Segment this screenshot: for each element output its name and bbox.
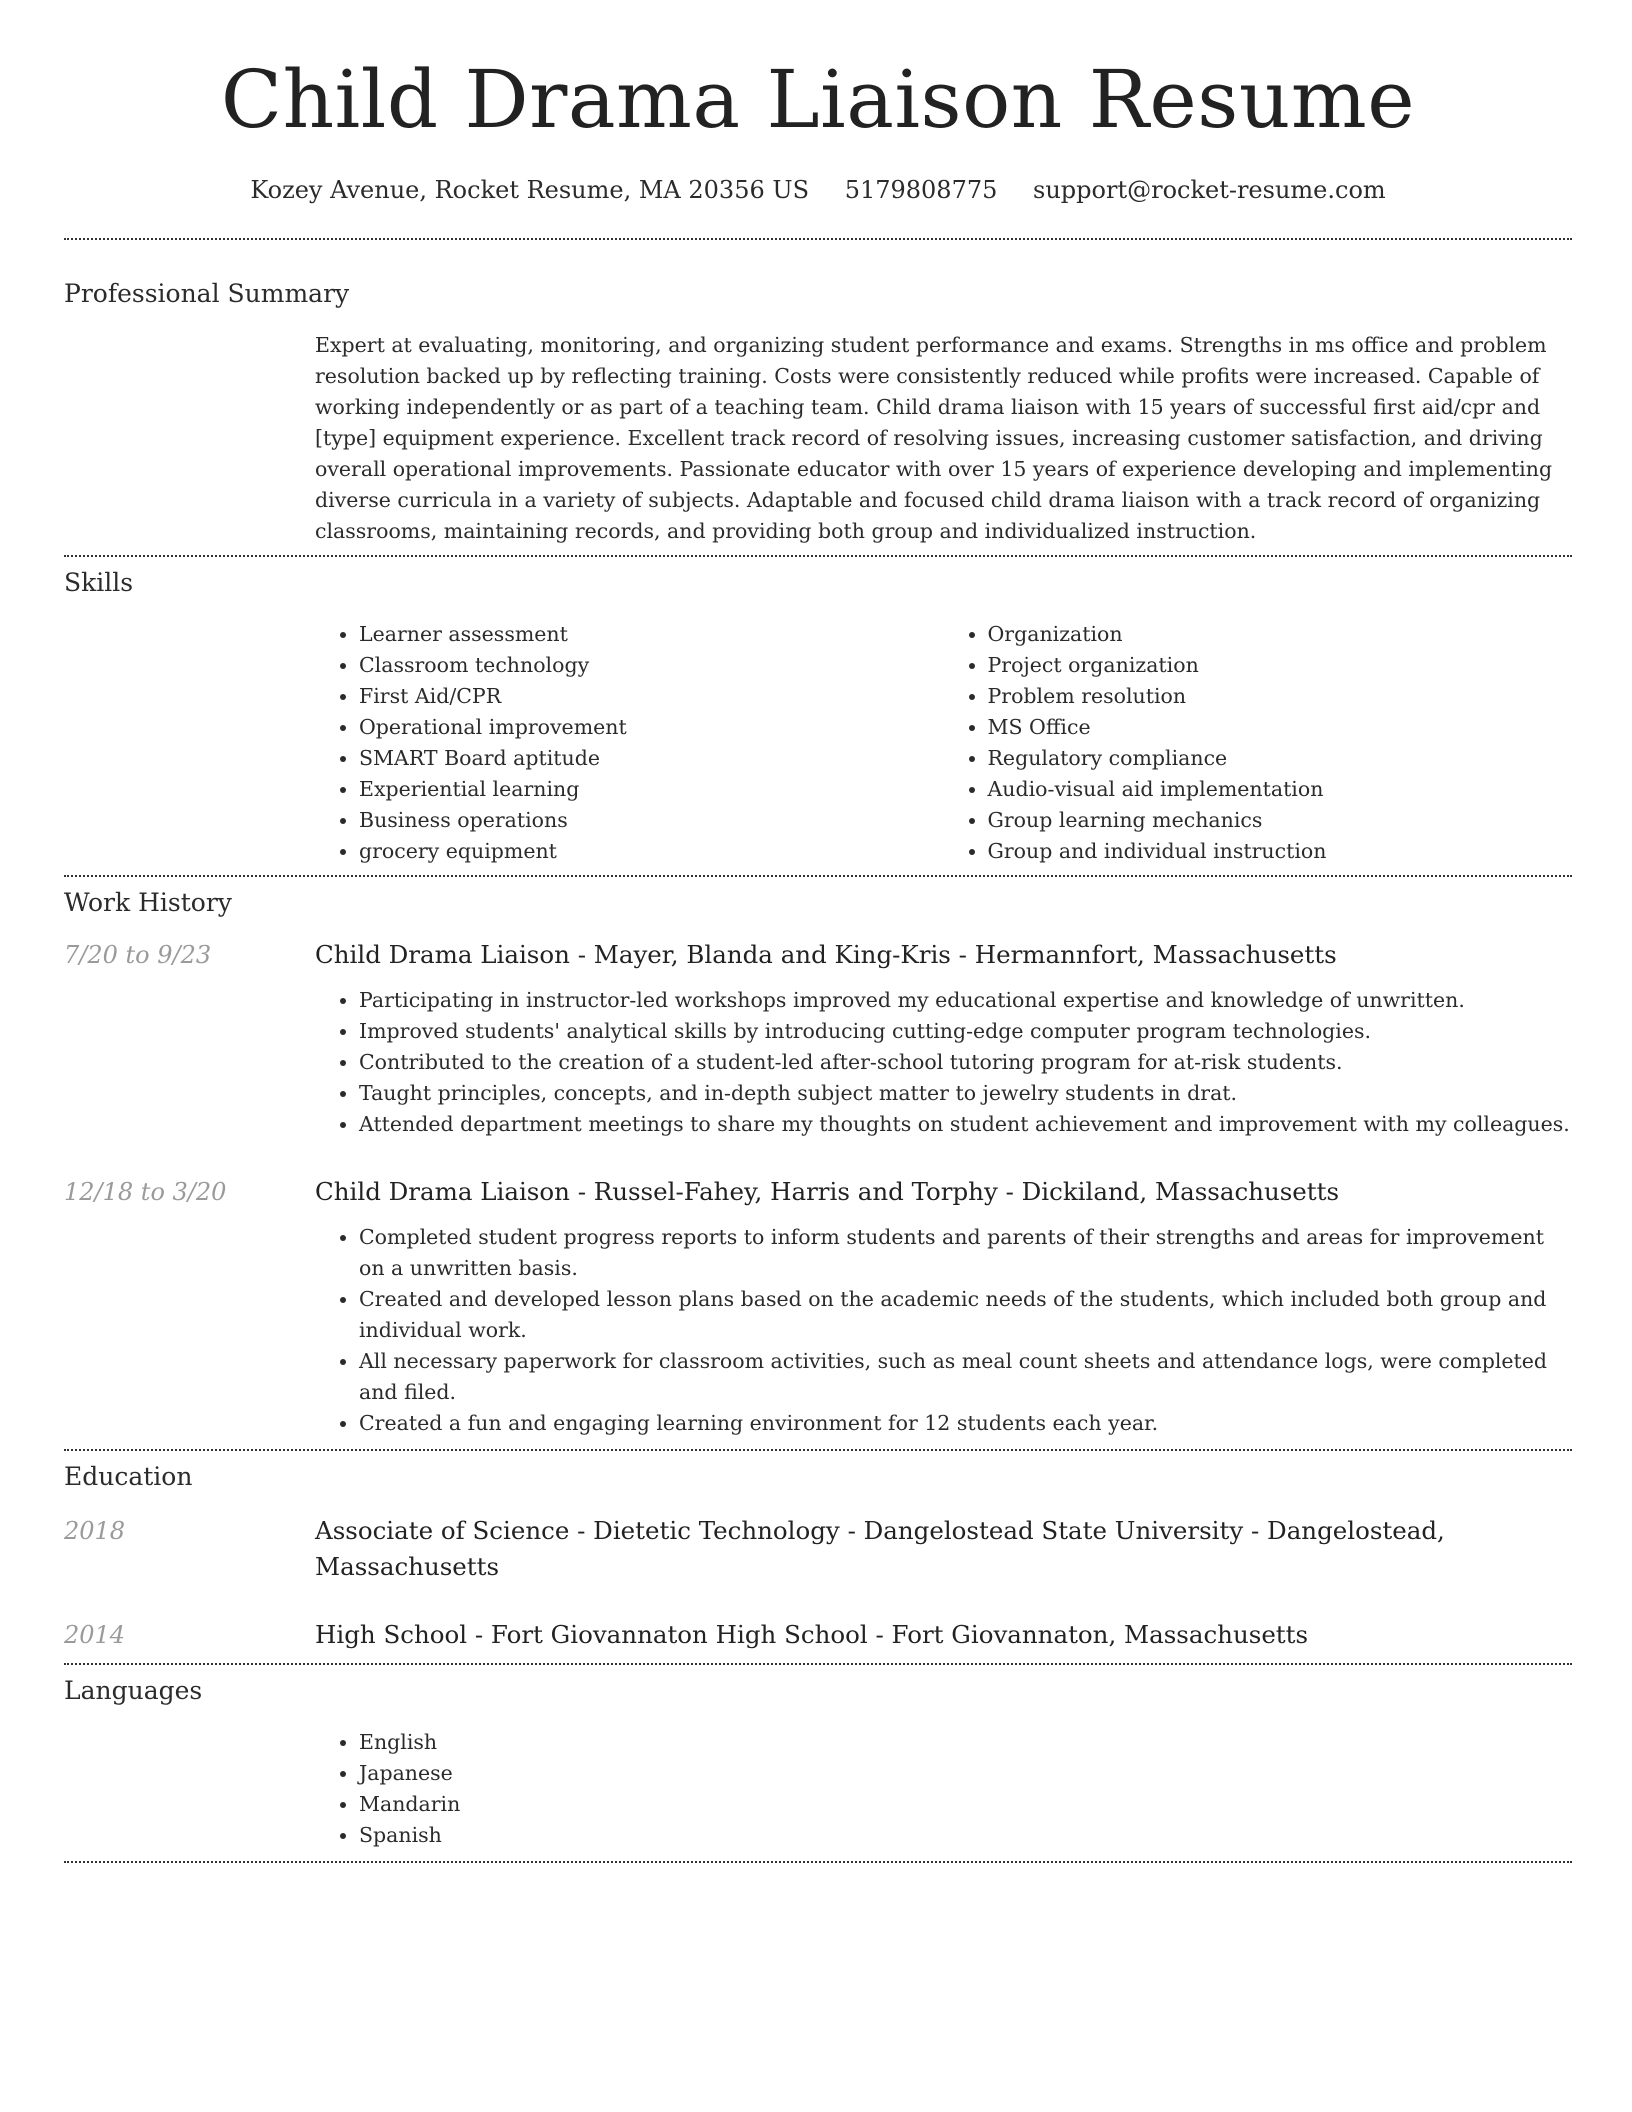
skill-item: • grocery equipment	[359, 836, 944, 867]
skill-item: • Experiential learning	[359, 774, 944, 805]
education-heading: Education	[64, 1462, 193, 1491]
summary-content	[315, 330, 1572, 547]
language-item: • Mandarin	[359, 1789, 1572, 1820]
contact-phone: 5179808775	[844, 176, 998, 204]
contact-email: support@rocket-resume.com	[1033, 176, 1386, 204]
skills-list-left	[315, 619, 944, 867]
job-entry	[64, 937, 1572, 1140]
job-bullet: • Attended department meetings to share my thoughts on student achievement and improvement with my colleagues.	[359, 1109, 1572, 1140]
contact-address: Kozey Avenue, Rocket Resume, MA 20356 US	[250, 176, 810, 204]
skill-item: • Operational improvement	[359, 712, 944, 743]
languages-section	[64, 1665, 1572, 1851]
job-bullet: • Participating in instructor-led workshops improved my educational expertise and knowledge of unwritten.	[359, 985, 1572, 1016]
job-dates: 12/18 to 3/20	[64, 1178, 227, 1206]
skill-item: • Group learning mechanics	[988, 805, 1573, 836]
skill-item: • SMART Board aptitude	[359, 743, 944, 774]
job-bullet: • Created and developed lesson plans based on the academic needs of the students, which included both group and individual work.	[359, 1284, 1572, 1346]
work-section	[64, 877, 1572, 1439]
contact-line	[64, 174, 1572, 206]
job-bullets	[315, 1222, 1572, 1439]
resume-header	[64, 0, 1572, 206]
summary-text: Expert at evaluating, monitoring, and organizing student performance and exams. Strengths in ms office and problem resolution backed up by reflecting training. Costs were consistently reduced while profits were increased. Capable of working independently or as part of a teaching team. Child drama liaison with 15 years of successful first aid/cpr and [type] equipment experience. Excellent track record of resolving issues, increasing customer satisfaction, and driving overall operational improvements. Passionate educator with over 15 years of experience developing and implementing diverse curricula in a variety of subjects. Adaptable and focused child drama liaison with a track record of organizing classrooms, maintaining records, and providing both group and individualized instruction.	[315, 333, 1553, 543]
education-year: 2014	[64, 1621, 126, 1649]
work-heading: Work History	[64, 888, 232, 917]
languages-heading: Languages	[64, 1676, 203, 1705]
job-bullet: • Contributed to the creation of a student-led after-school tutoring program for at-risk students.	[359, 1047, 1572, 1078]
job-dates: 7/20 to 9/23	[64, 941, 212, 969]
skill-item: • Business operations	[359, 805, 944, 836]
job-bullet: • Completed student progress reports to inform students and parents of their strengths and areas for improvement on a unwritten basis.	[359, 1222, 1572, 1284]
skills-heading: Skills	[64, 568, 134, 597]
skill-item: • Group and individual instruction	[988, 836, 1573, 867]
job-title: Child Drama Liaison - Mayer, Blanda and King-Kris - Hermannfort, Massachusetts	[315, 940, 1337, 969]
job-bullets	[315, 985, 1572, 1140]
education-title: High School - Fort Giovannaton High School - Fort Giovannaton, Massachusetts	[315, 1620, 1309, 1649]
education-title: Associate of Science - Dietetic Technology - Dangelostead State University - Dangelostead, Massachusetts	[315, 1516, 1445, 1581]
job-bullet: • Created a fun and engaging learning environment for 12 students each year.	[359, 1408, 1572, 1439]
skill-item: • Regulatory compliance	[988, 743, 1573, 774]
language-item: • Japanese	[359, 1758, 1572, 1789]
skill-item: • MS Office	[988, 712, 1573, 743]
job-bullet: • All necessary paperwork for classroom activities, such as meal count sheets and attendance logs, were completed and filed.	[359, 1346, 1572, 1408]
education-year: 2018	[64, 1517, 126, 1545]
summary-section	[64, 240, 1572, 547]
language-item: • English	[359, 1727, 1572, 1758]
education-entry	[64, 1617, 1572, 1653]
skill-item: • Organization	[988, 619, 1573, 650]
skill-item: • Learner assessment	[359, 619, 944, 650]
education-section	[64, 1451, 1572, 1653]
job-title: Child Drama Liaison - Russel-Fahey, Harris and Torphy - Dickiland, Massachusetts	[315, 1177, 1340, 1206]
skills-grid	[315, 619, 1572, 867]
divider	[64, 1861, 1572, 1863]
education-entry	[64, 1513, 1572, 1585]
job-bullet: • Improved students' analytical skills by introducing cutting-edge computer program technologies.	[359, 1016, 1572, 1047]
job-entry	[64, 1174, 1572, 1439]
skill-item: • First Aid/CPR	[359, 681, 944, 712]
languages-list	[315, 1727, 1572, 1851]
languages-content	[315, 1727, 1572, 1851]
skill-item: • Problem resolution	[988, 681, 1573, 712]
skill-item: • Audio-visual aid implementation	[988, 774, 1573, 805]
skill-item: • Classroom technology	[359, 650, 944, 681]
skills-list-right	[944, 619, 1573, 867]
skills-section	[64, 557, 1572, 867]
language-item: • Spanish	[359, 1820, 1572, 1851]
job-bullet: • Taught principles, concepts, and in-depth subject matter to jewelry students in drat.	[359, 1078, 1572, 1109]
summary-heading: Professional Summary	[64, 279, 350, 308]
resume-title: Child Drama Liaison Resume	[220, 53, 1416, 146]
skill-item: • Project organization	[988, 650, 1573, 681]
